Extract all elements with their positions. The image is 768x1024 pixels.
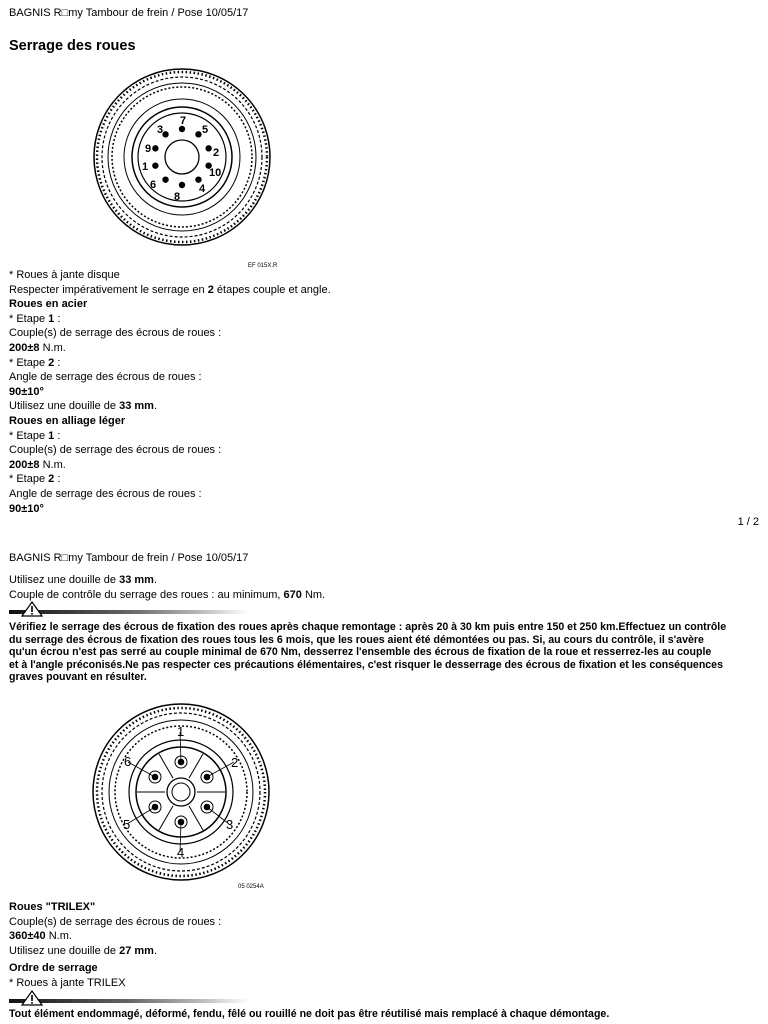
nut-label: 3 <box>226 817 234 832</box>
wheel-diagram-trilex <box>88 700 278 890</box>
warning-bar <box>9 990 249 1006</box>
nut-label: 5 <box>202 124 209 136</box>
spoke-line <box>189 806 203 830</box>
order-heading: Ordre de serrage <box>9 962 98 975</box>
warning-bar <box>9 601 249 617</box>
nut-label: 1 <box>142 161 149 173</box>
warning-line: qu'un écrou n'est pas serré au couple minimal de 670 Nm, desserrez l'ensemble des écrous de fixation de la roue et resserrez-les au couple <box>9 646 712 659</box>
spoke-line <box>159 806 173 830</box>
final-warning-text: Tout élément endommagé, déformé, fendu, fêlé ou rouillé ne doit pas être réutilisé mais remplacé à chaque démontage. <box>9 1008 610 1020</box>
warning-triangle-icon <box>21 601 43 617</box>
section-disc-wheels <box>9 268 759 516</box>
nut-dot <box>195 176 201 182</box>
wheel-type-label: * Roues à jante disque <box>9 269 120 281</box>
step-label: * Etape 2 : <box>9 356 61 369</box>
step-label: * Etape 2 : <box>9 473 61 486</box>
nut-label: 2 <box>213 147 220 159</box>
figure-caption: 05 0254A <box>238 884 264 890</box>
trilex-heading: Roues "TRILEX" <box>9 901 96 913</box>
nut-label: 1 <box>177 724 185 739</box>
nut-label: 7 <box>180 115 187 127</box>
spoke-line <box>189 754 203 778</box>
nut-dot <box>152 162 158 168</box>
steel-heading: Roues en acier <box>9 298 88 311</box>
intro-text: Respecter impérativement le serrage en 2 étapes couple et angle. <box>9 283 331 296</box>
torque-label: Couple(s) de serrage des écrous de roues : <box>9 327 222 340</box>
order-label: * Roues à jante TRILEX <box>9 976 126 989</box>
figure-caption: EF 015X.R <box>248 263 278 269</box>
control-torque-text: Couple de contrôle du serrage des roues : au minimum, 670 Nm. <box>9 588 326 601</box>
warning-triangle-icon <box>21 990 43 1006</box>
nut-dot <box>179 182 185 188</box>
angle-label: Angle de serrage des écrous de roues : <box>9 487 202 500</box>
angle-value: 90±10° <box>9 502 44 515</box>
section-control <box>9 573 759 602</box>
alloy-heading: Roues en alliage léger <box>9 414 126 427</box>
page-header: BAGNIS R□my Tambour de frein / Pose 10/05/17 <box>9 552 249 564</box>
socket-text: Utilisez une douille de 33 mm. <box>9 400 157 413</box>
nut-label: 4 <box>177 845 185 860</box>
warning-line: du serrage des écrous de fixation des roues tous les 6 mois, que les roues aient été démontées ou pas. Si, au cours du contrôle, il s'avère <box>9 633 704 646</box>
nut-dot <box>195 131 201 137</box>
nut-label: 9 <box>145 143 152 155</box>
nut-label: 10 <box>209 167 222 179</box>
wheel-diagram-10-nuts <box>85 66 285 266</box>
nut-dot <box>152 145 158 151</box>
section-trilex <box>9 900 759 991</box>
nut-label: 2 <box>231 755 239 770</box>
nut-label: 6 <box>150 179 157 191</box>
nut-label: 6 <box>124 754 132 769</box>
nut-label: 4 <box>199 183 206 195</box>
nut-label: 8 <box>174 191 181 203</box>
page-header: BAGNIS R□my Tambour de frein / Pose 10/05/17 <box>9 7 249 19</box>
nut-dot <box>162 131 168 137</box>
socket-text: Utilisez une douille de 27 mm. <box>9 944 157 957</box>
page-title: Serrage des roues <box>9 38 136 54</box>
nut-dot <box>162 176 168 182</box>
nut-dot <box>205 145 211 151</box>
angle-label: Angle de serrage des écrous de roues : <box>9 371 202 384</box>
warning-line: et à l'angle préconisés.Ne pas respecter ces précautions élémentaires, c'est risquer le desserrage des écrous de fixation et les conséquences <box>9 658 723 671</box>
nut-label: 5 <box>123 817 131 832</box>
socket-text: Utilisez une douille de 33 mm. <box>9 574 157 586</box>
torque-label: Couple(s) de serrage des écrous de roues : <box>9 444 222 457</box>
warning-bar-line <box>9 610 249 614</box>
wheel-10-svg <box>85 66 285 266</box>
torque-label: Couple(s) de serrage des écrous de roues : <box>9 915 222 928</box>
torque-value: 200±8 N.m. <box>9 458 66 471</box>
torque-value: 200±8 N.m. <box>9 341 66 354</box>
warning-line: Vérifiez le serrage des écrous de fixation des roues après chaque remontage : après 20 à 30 km puis entre 150 et 250 km.Effectuez un contrôle <box>9 621 727 633</box>
torque-value: 360±40 N.m. <box>9 930 72 943</box>
wheel-6-svg <box>88 700 278 890</box>
nut-label: 3 <box>157 124 164 136</box>
warning-line: graves pouvant en résulter. <box>9 671 147 684</box>
warning-bar-line <box>9 999 249 1003</box>
step-label: * Etape 1 : <box>9 429 61 442</box>
angle-value: 90±10° <box>9 385 44 398</box>
spoke-line <box>159 754 173 778</box>
leader-line <box>127 807 155 824</box>
page-number: 1 / 2 <box>737 516 759 528</box>
warning-text <box>9 621 761 684</box>
step-label: * Etape 1 : <box>9 312 61 325</box>
